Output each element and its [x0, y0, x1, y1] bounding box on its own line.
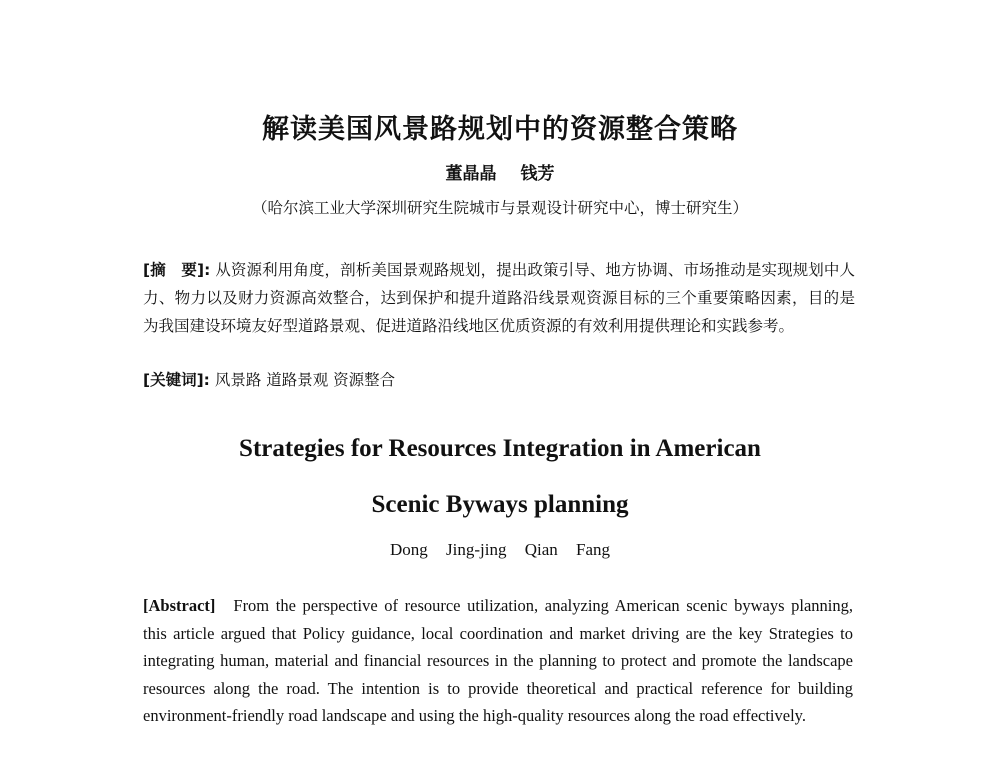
english-abstract-label: [Abstract]: [143, 596, 216, 615]
chinese-authors: 董晶晶 钱芳: [445, 164, 555, 184]
chinese-keywords-text: 风景路 道路景观 资源整合: [214, 371, 396, 389]
chinese-keywords-label: [关键词]:: [143, 371, 210, 389]
english-abstract-text: From the perspective of resource utilization, analyzing American scenic byways planning, this article argued that Policy guidance, local coordination and market driving are the key Strategies to integrating human, material and financial resources in the planning to protect and promote the landscape resources along the road. The intention is to provide theoretical and practical reference for building environment-friendly road landscape and using the high-quality resources along the road effectively.: [143, 596, 853, 725]
english-abstract: [143, 592, 853, 730]
chinese-affiliation: （哈尔滨工业大学深圳研究生院城市与景观设计研究中心，博士研究生）: [251, 199, 748, 217]
chinese-title: 解读美国风景路规划中的资源整合策略: [262, 114, 738, 145]
chinese-abstract: [143, 256, 855, 340]
chinese-abstract-label: [摘 要]:: [143, 261, 211, 279]
chinese-keywords: [143, 366, 855, 394]
english-authors: Dong Jing-jing Qian Fang: [389, 540, 611, 559]
chinese-abstract-text: 从资源利用角度，剖析美国景观路规划，提出政策引导、地方协调、市场推动是实现规划中人力、物力以及财力资源高效整合，达到保护和提升道路沿线景观资源目标的三个重要策略因素，目的是为我国建设环境友好型道路景观、促进道路沿线地区优质资源的有效利用提供理论和实践参考。: [143, 261, 855, 335]
english-title-line2: Scenic Byways planning: [371, 491, 629, 518]
english-title-line1: Strategies for Resources Integration in American: [239, 435, 761, 462]
